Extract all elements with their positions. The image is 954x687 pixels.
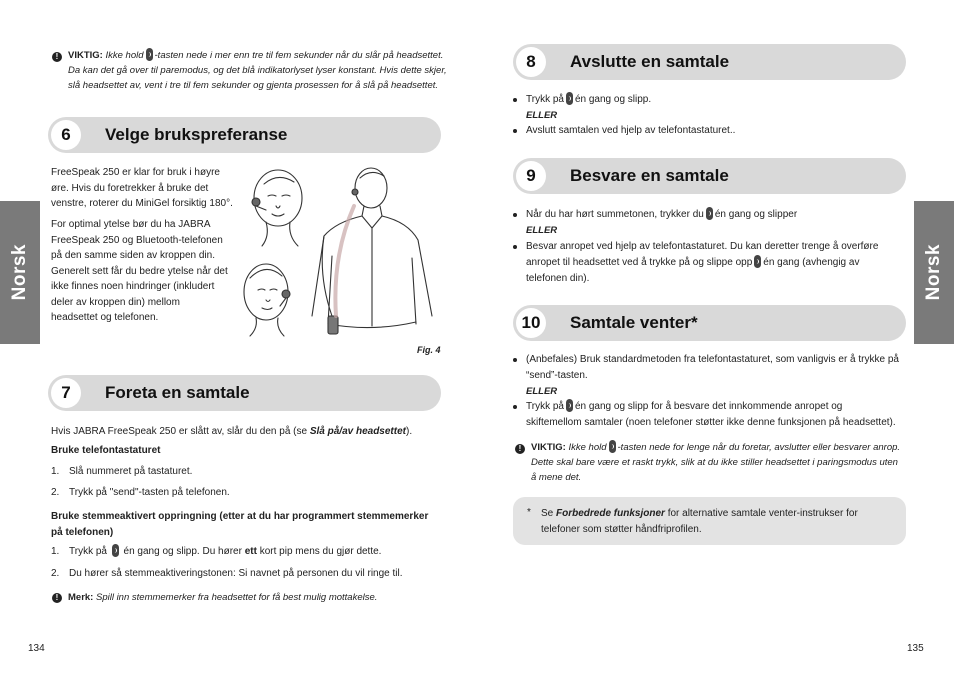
list-text: kort pip mens du gjør dette. [259,546,382,557]
person-torso-icon [312,168,432,334]
section-number: 7 [51,378,81,408]
headset-button-icon [566,92,573,105]
note-text: å mene det. [531,472,582,484]
list-text: Trykk på "send"-tasten på telefonen. [69,487,230,498]
right-page [477,0,954,687]
note-merk [68,590,377,605]
section-number: 8 [516,47,546,77]
bullet-text: skiftemellom samtaler (noen telefoner støtter ikke denne funksjonen på headsettet). [526,417,896,428]
cross-reference-link[interactable]: Slå på/av headsettet [309,426,406,437]
headset-button-icon [754,255,761,268]
bullet-text: Når du har hørt summetonen, trykker du [526,209,704,220]
section-6-paragraph-1 [51,165,241,212]
or-label: ELLER [526,386,558,397]
headset-button-icon [609,440,616,453]
text-line: på telefonen) [51,526,114,538]
section-title: Velge brukspreferanse [105,125,288,145]
bullet-text: (Anbefales) Bruk standardmetoden fra telefontastaturet, som vanligvis er å trykke på [526,354,899,365]
bullet-text: “send”-tasten. [526,370,588,381]
language-tab-label: Norsk [8,244,30,301]
bullet-text: én gang og slipper [714,209,798,220]
bullet-text: Besvar anropet ved hjelp av telefontastaturet. Du kan deretter trenge å overføre [526,241,879,252]
bullet-text: én gang (avhengig av [763,257,860,268]
text-line: Bruke stemmeaktivert oppringning (etter at du har programmert stemmemerker [51,511,429,522]
section-8-heading [513,44,906,80]
text-line: For optimal ytelse bør du ha JABRA [51,219,211,230]
list-text: én gang og slipp. Du hører [123,546,242,557]
section-title: Foreta en samtale [105,383,250,403]
text-line: FreeSpeak 250 og Bluetooth-telefonen [51,234,223,246]
section-9-heading [513,158,906,194]
warning-icon: ! [515,444,525,454]
bullet-item [526,239,906,287]
footnote-star: * [527,507,531,518]
list-number: 1. [51,466,60,477]
text-line: Generelt sett får du bedre ytelse når det [51,265,228,277]
section-6-heading [48,117,441,153]
section-title: Avslutte en samtale [570,52,730,72]
figure-label: Fig. 4 [417,345,441,355]
note-text: Spill inn stemmemerker fra headsettet for få best mulig mottakelse. [95,592,378,603]
bullet-item [526,123,735,139]
bullet-item [526,399,906,431]
text-line: venstre, roterer du MiniGel forsiktig 180°. [51,198,233,209]
list-text: Trykk på [69,546,107,557]
text-line: FreeSpeak 250 er klar for bruk i høyre [51,167,220,178]
important-note-call-waiting [531,440,911,486]
list-text: Slå nummeret på tastaturet. [69,466,193,477]
text-line: på den samme siden av kroppen din. [51,250,215,261]
section-6-paragraph-2 [51,217,241,326]
bullet-text: telefonen din). [526,273,590,284]
list-item [51,485,230,500]
emphasis: ett [244,546,257,557]
headset-button-icon [706,207,713,220]
cross-reference-link[interactable]: Forbedrede funksjoner [556,508,665,519]
note-lead: VIKTIG: [68,50,103,61]
list-item [51,566,403,581]
or-label: ELLER [526,225,558,236]
headset-button-icon [112,544,119,557]
page-number: 134 [28,643,45,654]
headset-button-icon [146,48,153,61]
bullet-text: Trykk på [526,401,564,412]
headset-button-icon [566,399,573,412]
subheading-keypad: Bruke telefontastaturet [51,445,161,456]
head-front-icon [252,170,302,246]
headset-wearing-illustration [236,166,446,346]
language-tab-left [0,201,40,344]
text-line: ikke finnes noen hindringer (inkludert [51,281,215,292]
note-text: -tasten nede for lenge når du foretar, avslutter eller besvarer anrop. [617,442,901,453]
language-tab-right [914,201,954,344]
note-lead: VIKTIG: [531,442,566,453]
list-item [51,464,193,479]
section-number: 6 [51,120,81,150]
note-text: -tasten nede i mer enn tre til fem sekunder når du slår på headsettet. [154,50,444,61]
section-10-heading [513,305,906,341]
note-text: Da kan det gå over til paremodus, og det blå indikatorlyset lyser konstant. Hvis dette skjer, [68,65,447,77]
text-line: deler av kroppen din) mellom [51,296,180,308]
language-tab-label: Norsk [922,244,944,301]
bullet-text: anropet til headsettet ved å trykke på og slippe opp [526,257,753,268]
page-number: 135 [907,643,924,654]
important-note-top [68,48,458,94]
note-lead: Merk: [68,592,94,603]
list-number: 2. [51,487,60,498]
bullet-item [526,352,906,384]
text-segment: ). [405,426,413,437]
info-box [513,497,906,545]
bullet-text: én gang og slipp. [574,94,652,105]
text-line: telefoner som støtter håndfriprofilen. [541,523,702,535]
note-text: Ikke hold [105,50,144,61]
info-box-text [541,506,896,537]
list-item [51,544,382,559]
bullet-text: Trykk på [526,94,564,105]
section-7-intro [51,424,451,440]
text-segment: Se [541,508,554,519]
section-number: 10 [516,308,546,338]
text-segment: for alternative samtale venter-instrukser for [667,508,858,519]
text-line: øre. Hvis du foretrekker å bruke det [51,182,209,194]
or-label: ELLER [526,110,558,121]
subheading-voice-dial [51,509,451,540]
warning-icon: ! [52,593,62,603]
bullet-item [526,207,797,223]
section-7-heading [48,375,441,411]
warning-icon: ! [52,52,62,62]
text-segment: Hvis JABRA FreeSpeak 250 er slått av, slår du den på (se [51,426,310,437]
head-side-icon [244,264,290,336]
bullet-item [526,92,651,108]
bullet-text: én gang og slipp for å besvare det innkommende anropet og [574,401,843,412]
note-text: slå headsettet av, vent i tre til fem sekunder og gjenta prosessen for å slå på headsettet. [68,80,439,92]
section-title: Samtale venter* [570,313,698,333]
bullet-text: Avslutt samtalen ved hjelp av telefontastaturet.. [526,125,736,136]
note-text: Dette skal bare være et raskt trykk, slik at du ikke stiller headsettet i paringsmodus uten [531,457,898,469]
text-line: headsettet og telefonen. [51,312,159,323]
section-number: 9 [516,161,546,191]
note-text: Ikke hold [568,442,607,453]
list-number: 1. [51,546,60,557]
section-title: Besvare en samtale [570,166,729,186]
list-number: 2. [51,568,60,579]
list-text: Du hører så stemmeaktiveringstonen: Si navnet på personen du vil ringe til. [69,568,403,579]
connection-arc [335,206,354,316]
